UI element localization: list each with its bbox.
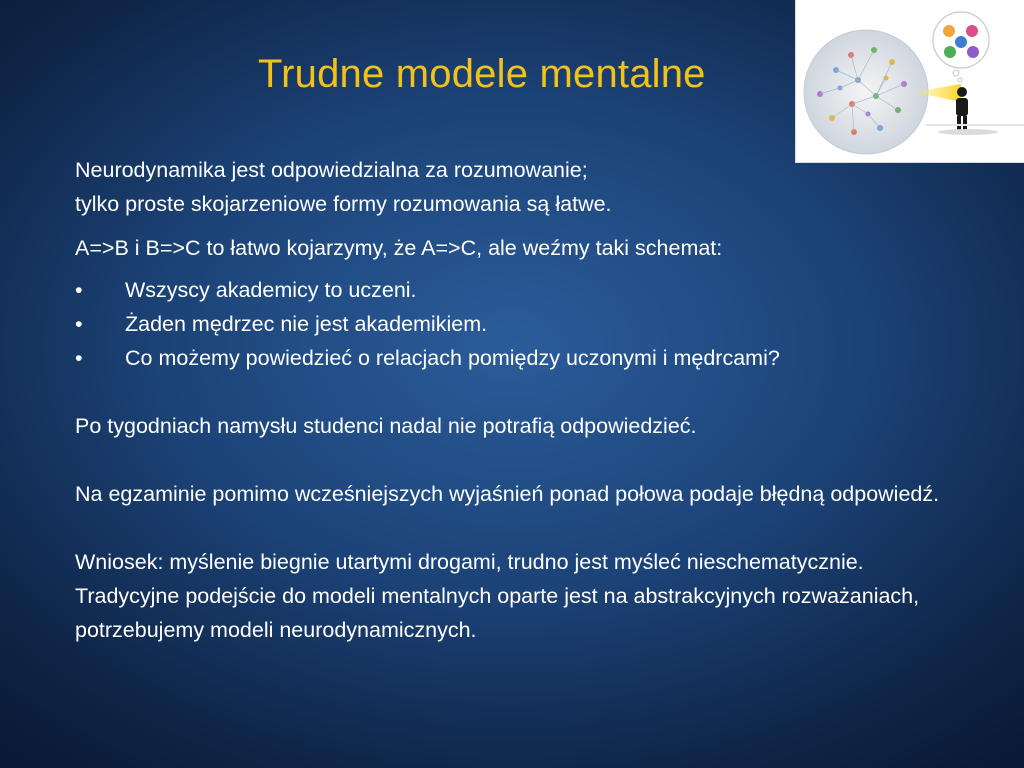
intro-line-2: tylko proste skojarzeniowe formy rozumowania są łatwe.	[75, 192, 612, 216]
floor-shadow	[938, 129, 998, 135]
schema-intro: A=>B i B=>C to łatwo kojarzymy, że A=>C, ale weźmy taki schemat:	[75, 236, 723, 260]
list-item	[75, 273, 995, 307]
slide-title: Trudne modele mentalne	[258, 52, 706, 96]
bullet-icon: •	[75, 346, 83, 370]
list-item	[75, 341, 995, 375]
syllogism-list	[75, 273, 995, 375]
paragraph-traditional: Tradycyjne podejście do modeli mentalnych oparte jest na abstrakcyjnych rozważaniach, potrzebujemy modeli neurodynamicznych.	[75, 584, 920, 642]
bullet-icon: •	[75, 312, 83, 336]
list-item-text: Wszyscy akademicy to uczeni.	[125, 278, 417, 302]
paragraph-weeks: Po tygodniach namysłu studenci nadal nie potrafią odpowiedzieć.	[75, 414, 697, 438]
paragraph-exam: Na egzaminie pomimo wcześniejszych wyjaśnień ponad połowa podaje błędną odpowiedź.	[75, 482, 940, 506]
paragraph-conclusion: Wniosek: myślenie biegnie utartymi drogami, trudno jest myśleć nieschematycznie.	[75, 550, 864, 574]
list-item-text: Co możemy powiedzieć o relacjach pomiędzy uczonymi i mędrcami?	[125, 346, 780, 370]
bullet-icon: •	[75, 278, 83, 302]
thought-bubble	[933, 12, 989, 82]
illustration-graphic	[796, 0, 1024, 162]
list-item-text: Żaden mędrzec nie jest akademikiem.	[125, 312, 488, 336]
person-silhouette	[956, 87, 968, 130]
intro-line-1: Neurodynamika jest odpowiedzialna za rozumowanie;	[75, 158, 588, 182]
neural-network-thinker-illustration	[795, 0, 1024, 163]
list-item	[75, 307, 995, 341]
slide-body	[75, 153, 995, 647]
